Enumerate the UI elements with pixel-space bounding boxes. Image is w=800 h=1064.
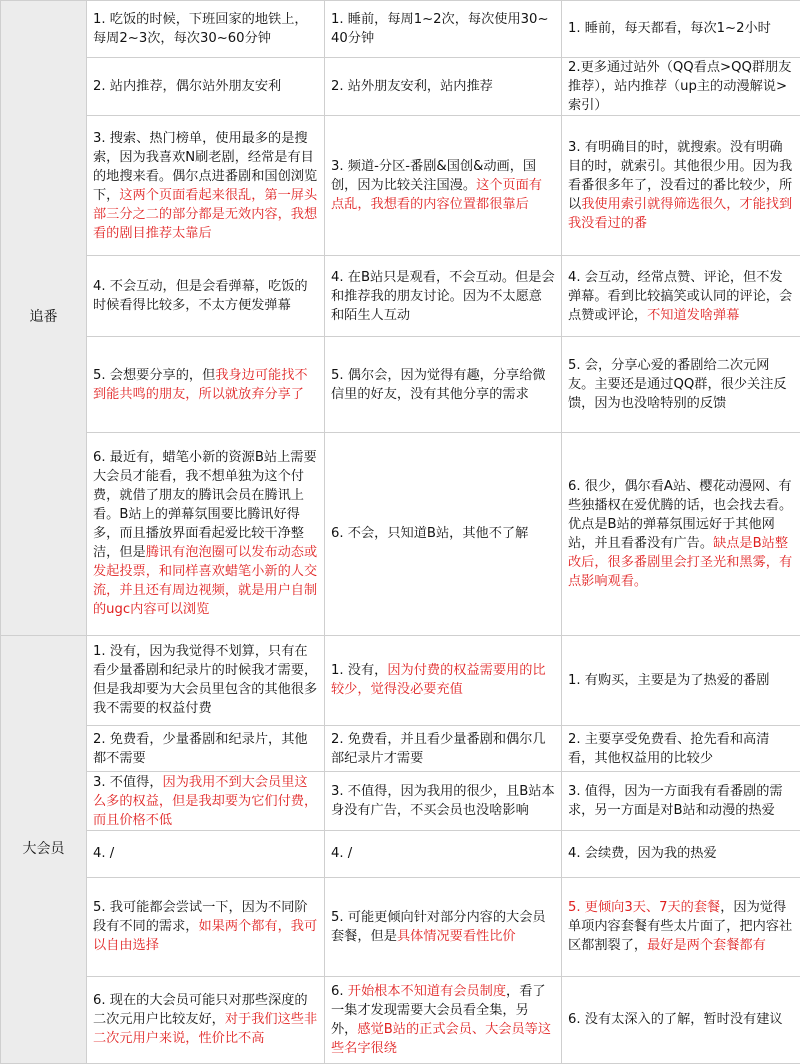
cell-text: 4. 不会互动，但是会看弹幕，吃饭的时候看得比较多，不太方便发弹幕 (93, 279, 308, 314)
highlighted-text: 不知道发啥弹幕 (647, 307, 740, 323)
highlighted-text: 对于我们这些非二次元用户来说，性价比不高 (93, 1012, 318, 1047)
answer-cell (325, 877, 562, 976)
cell-text: 5. 偶尔会，因为觉得有趣，分享给微信里的好友，没有其他分享的需求 (331, 367, 546, 402)
cell-text: 4. 在B站只是观看，不会互动。但是会和推荐我的朋友讨论。因为不太愿意和陌生人互动 (331, 269, 555, 323)
cell-text: 1. 睡前，每周1~2次，每次使用30~40分钟 (331, 11, 549, 46)
answer-cell (87, 256, 325, 337)
cell-text: 2. 免费看，并且看少量番剧和偶尔几部纪录片才需要 (331, 731, 546, 766)
highlighted-text: 这个页面有点乱，我想看的内容位置都很靠后 (331, 178, 542, 213)
answer-cell (562, 116, 800, 256)
answer-cell (87, 976, 325, 1063)
cell-text: 6. 不会，只知道B站，其他不了解 (331, 526, 529, 542)
cell-text: 3. 不值得，因为我用的很少，且B站本身没有广告，不买会员也没啥影响 (331, 784, 555, 819)
highlighted-text: 最好是两个套餐都有 (647, 938, 766, 954)
answer-cell (325, 725, 562, 772)
cell-text: 5. 可能更倾向针对部分内容的大会员套餐，但是 (331, 909, 546, 944)
answer-cell (325, 116, 562, 256)
answer-cell (562, 635, 800, 725)
table-row (1, 1, 800, 58)
cell-text: 6. 现在的大会员可能只对那些深度的二次元用户比较友好， (93, 993, 308, 1028)
cell-text: 4. 会续费，因为我的热爱 (568, 846, 717, 862)
cell-text: 3. 频道-分区-番剧&国创&动画，国创，因为比较关注国漫。 (331, 159, 537, 194)
table-row (1, 725, 800, 772)
answer-cell (87, 337, 325, 433)
cell-text: 2. 主要享受免费看、抢先看和高清看，其他权益用的比较少 (568, 731, 770, 766)
cell-text: 3. 有明确目的时，就搜索。没有明确目的时，就索引。其他很少用。因为我看番很多年了，没看过的番比较少，所以 (568, 140, 793, 213)
highlighted-text: 因为付费的权益需要用的比较少，觉得没必要充值 (331, 663, 546, 698)
cell-text: ，因为觉得单项内容套餐有些太片面了，把内容社区都割裂了， (568, 900, 793, 954)
cell-text: 1. 吃饭的时候，下班回家的地铁上，每周2~3次，每次30~60分钟 (93, 11, 308, 46)
cell-text: 1. 没有，因为我觉得不划算，只有在看少量番剧和纪录片的时候我才需要，但是我却要为大会员里包含的其他很多我不需要的权益付费 (93, 644, 318, 717)
answer-cell (87, 57, 325, 116)
cell-text: 2. 站外朋友安利，站内推荐 (331, 79, 493, 95)
answer-cell (562, 877, 800, 976)
answer-cell (562, 976, 800, 1063)
answer-cell (562, 772, 800, 831)
cell-text: 5. 我可能都会尝试一下，因为不同阶段有不同的需求， (93, 900, 308, 935)
category-label: 大会员 (1, 635, 87, 1063)
answer-cell (87, 635, 325, 725)
cell-text: 1. 没有， (331, 663, 388, 679)
answer-cell (325, 635, 562, 725)
cell-text: 6. 没有太深入的了解，暂时没有建议 (568, 1012, 783, 1028)
table-row (1, 635, 800, 725)
table-row (1, 976, 800, 1063)
answer-cell (87, 877, 325, 976)
answer-cell (562, 1, 800, 58)
highlighted-text: 缺点是B站整改后，很多番剧里会打圣光和黑雾，有点影响观看。 (568, 535, 793, 589)
answer-cell (87, 433, 325, 635)
highlighted-text: 感觉B站的正式会员、大会员等这些名字很绕 (331, 1021, 552, 1056)
cell-text: 1. 睡前，每天都看，每次1~2小时 (568, 21, 771, 37)
cell-text: 3. 值得，因为一方面我有看番剧的需求，另一方面是对B站和动漫的热爱 (568, 784, 783, 819)
answer-cell (325, 976, 562, 1063)
cell-text: 4. / (331, 846, 353, 862)
highlighted-text: 开始根本不知道有会员制度 (347, 983, 507, 999)
answer-cell (87, 116, 325, 256)
category-label: 追番 (1, 1, 87, 636)
table-row (1, 831, 800, 878)
cell-text: 3. 搜索、热门榜单，使用最多的是搜索，因为我喜欢N刷老剧，经常是有目的地搜来看。偶尔点进番剧和国创浏览下， (93, 130, 318, 203)
highlighted-text: 我身边可能找不到能共鸣的朋友，所以就放弃分享了 (93, 367, 308, 402)
answer-cell (325, 433, 562, 635)
table-row (1, 116, 800, 256)
table-row (1, 433, 800, 635)
highlighted-text: 如果两个都有，我可以自由选择 (93, 919, 318, 954)
cell-text: 6. 很少，偶尔看A站、樱花动漫网、有些独播权在爱优腾的话，也会找去看。优点是B站的弹幕氛围远好于其他网站，并且看番没有广告。 (568, 478, 793, 551)
answer-cell (562, 725, 800, 772)
answer-cell (325, 337, 562, 433)
table-body (1, 1, 800, 1064)
answer-cell (325, 1, 562, 58)
highlighted-text: 5. (568, 900, 585, 916)
cell-text: 6. 最近有，蜡笔小新的资源B站上需要大会员才能看，我不想单独为这个付费，就借了朋友的腾讯会员在腾讯上看。B站上的弹幕氛围要比腾讯好得多，而且播放界面看起爱比较干净整洁，但是 (93, 450, 317, 561)
answer-cell (87, 772, 325, 831)
answer-cell (562, 57, 800, 116)
table-row (1, 877, 800, 976)
cell-text: 4. / (93, 846, 115, 862)
cell-text: 2.更多通过站外（QQ看点>QQ群朋友推荐），站内推荐（up主的动漫解说>索引） (568, 60, 792, 114)
answer-cell (87, 831, 325, 878)
answer-cell (87, 725, 325, 772)
cell-text: 5. 会，分享心爱的番剧给二次元网友。主要还是通过QQ群，很少关注反馈，因为也没啥特别的反馈 (568, 358, 787, 412)
highlighted-text: 这两个页面看起来很乱，第一屏头部三分之二的部分都是无效内容，我想看的剧目推荐太靠后 (93, 187, 318, 241)
cell-text: 3. 不值得， (93, 774, 163, 790)
highlighted-text: 腾讯有泡泡圈可以发布动态或发起投票，和同样喜欢蜡笔小新的人交流，并且还有周边视频，就是用户自制的ugc内容可以浏览 (93, 545, 318, 618)
highlighted-text: 因为我用不到大会员里这么多的权益，但是我却要为它们付费，而且价格不低 (93, 774, 318, 828)
cell-text: 5. 会想要分享的，但 (93, 367, 216, 383)
cell-text: 4. 会互动，经常点赞、评论，但不发弹幕。看到比较搞笑或认同的评论，会点赞或评论， (568, 269, 793, 323)
table-row (1, 57, 800, 116)
answer-cell (562, 831, 800, 878)
cell-text: 2. 免费看，少量番剧和纪录片，其他都不需要 (93, 731, 308, 766)
answer-cell (562, 337, 800, 433)
answer-cell (325, 772, 562, 831)
answer-cell (562, 256, 800, 337)
cell-text: 2. 站内推荐，偶尔站外朋友安利 (93, 79, 282, 95)
cell-text: 1. 有购买，主要是为了热爱的番剧 (568, 672, 770, 688)
answer-cell (325, 831, 562, 878)
highlighted-text: 我使用索引就得筛选很久，才能找到我没看过的番 (568, 197, 793, 232)
answer-cell (325, 256, 562, 337)
answer-cell (87, 1, 325, 58)
highlighted-text: 具体情况要看性比价 (396, 928, 516, 944)
table-row (1, 256, 800, 337)
cell-text: ，看了一集才发现需要大会员看全集，另外， (331, 983, 546, 1037)
table-row (1, 337, 800, 433)
highlighted-text: 更倾向3天、7天的套餐 (584, 900, 721, 916)
table-row (1, 772, 800, 831)
answer-cell (562, 433, 800, 635)
cell-text: 6. (331, 983, 348, 999)
answer-cell (325, 57, 562, 116)
